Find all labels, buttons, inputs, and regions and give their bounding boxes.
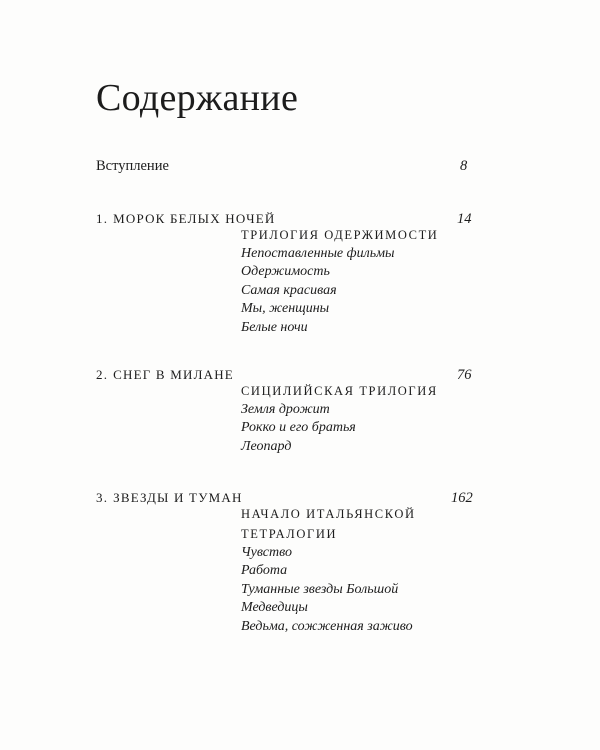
chapter-contents: [241, 381, 438, 456]
section-heading: СИЦИЛИЙСКАЯ ТРИЛОГИЯ: [241, 384, 438, 398]
film-entry: Леопард: [241, 438, 292, 454]
chapter-number: 1.: [96, 211, 109, 226]
toc-page-number: 162: [451, 490, 473, 506]
toc-page-number: 76: [457, 367, 472, 383]
section-heading: НАЧАЛО ИТАЛЬЯНСКОЙ: [241, 507, 416, 521]
film-entry: Ведьма, сожженная заживо: [241, 618, 413, 634]
film-entry: Чувство: [241, 545, 292, 560]
section-heading: ТЕТРАЛОГИИ: [241, 527, 338, 541]
toc-page-number: 8: [460, 158, 468, 174]
page-title: Содержание: [96, 77, 299, 119]
film-entry: Медведицы: [241, 600, 308, 616]
film-entry: Туманные звезды Большой: [241, 581, 399, 597]
chapter-number: 3.: [96, 490, 109, 505]
film-entry: Непоставленные фильмы: [241, 246, 395, 261]
section-heading: ТРИЛОГИЯ ОДЕРЖИМОСТИ: [241, 228, 439, 242]
chapter-contents: [241, 504, 416, 636]
film-entry: Мы, женщины: [241, 301, 330, 317]
film-entry: Рокко и его братья: [241, 420, 356, 436]
chapter-number: 2.: [96, 367, 109, 382]
film-entry: Работа: [241, 563, 288, 579]
film-entry: Одержимость: [241, 264, 330, 280]
chapter-title: [96, 488, 243, 508]
film-entry: Белые ночи: [241, 319, 308, 335]
chapter-name: СНЕГ В МИЛАНЕ: [113, 367, 234, 382]
chapter-title: [96, 365, 234, 385]
toc-entry-label: Вступление: [96, 158, 169, 174]
film-entry: Земля дрожит: [241, 402, 330, 417]
toc-page-number: 14: [457, 211, 472, 227]
chapter-contents: [241, 225, 438, 337]
chapter-name: МОРОК БЕЛЫХ НОЧЕЙ: [113, 211, 276, 226]
chapter-name: ЗВЕЗДЫ И ТУМАН: [113, 490, 243, 505]
film-entry: Самая красивая: [241, 282, 337, 298]
